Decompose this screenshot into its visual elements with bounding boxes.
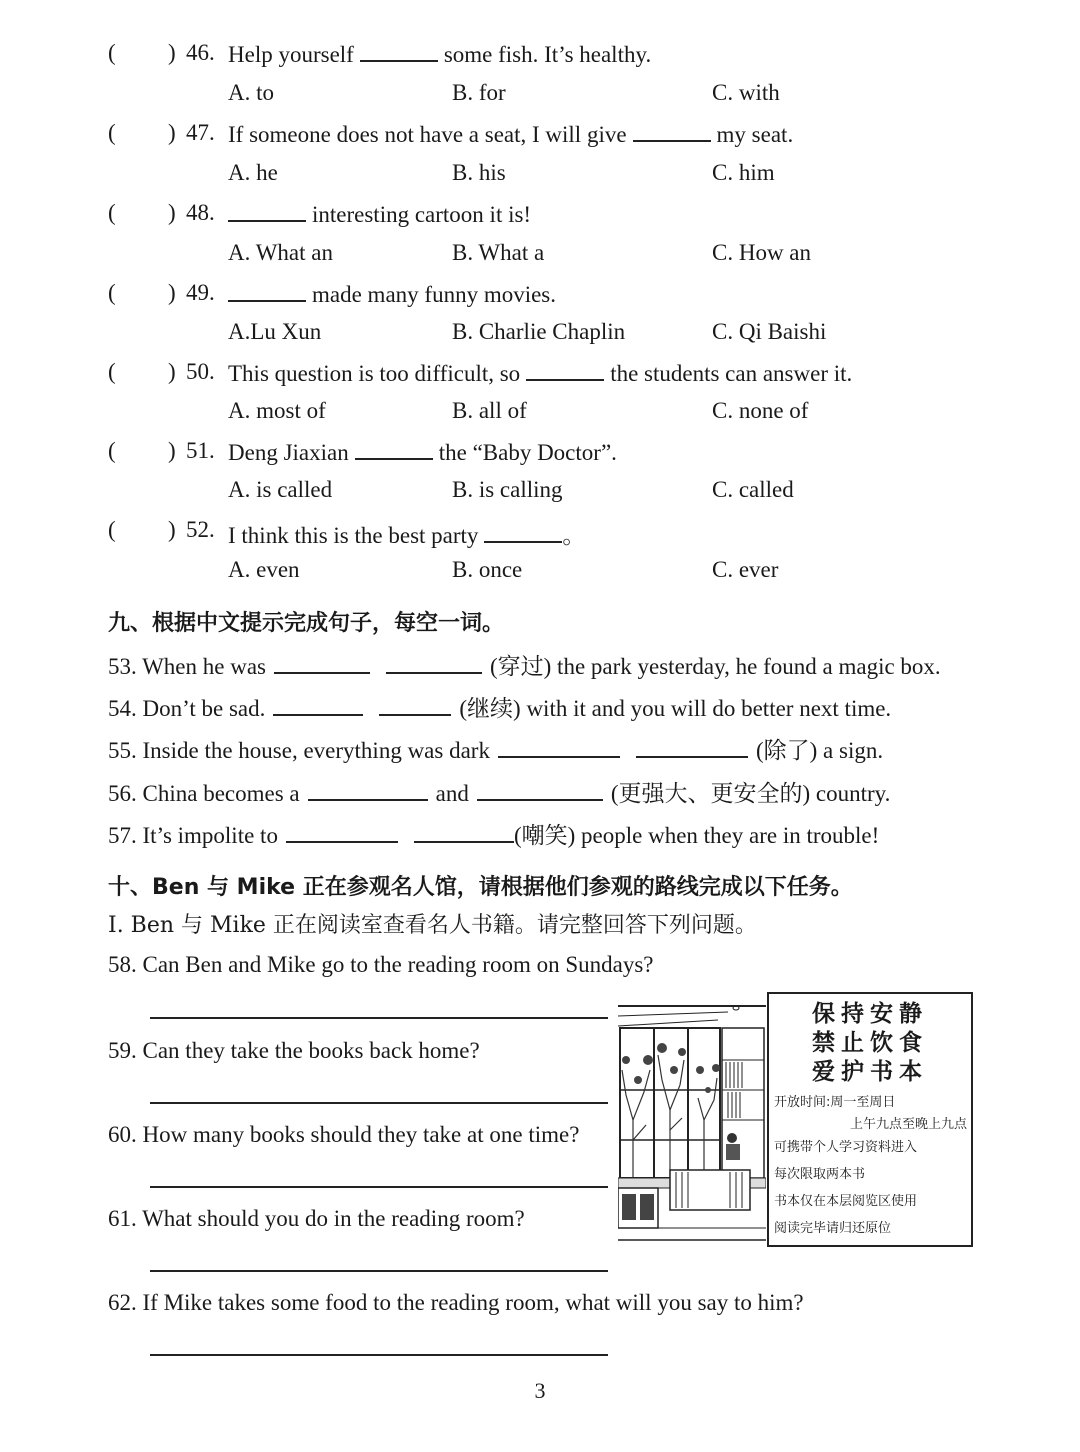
option-c[interactable]: C. How an xyxy=(712,240,812,265)
stem-before: If someone does not have a seat, I will give xyxy=(228,122,627,147)
question-60: 60. How many books should they take at one time? xyxy=(108,1122,580,1147)
answer-blank[interactable] xyxy=(484,521,562,543)
answer-blank[interactable] xyxy=(360,40,438,62)
answer-paren-right: ) xyxy=(168,438,176,463)
option-a[interactable]: A. most of xyxy=(228,398,326,423)
options-50 xyxy=(0,398,1080,428)
question-number: 50. xyxy=(186,359,215,384)
answer-blank[interactable] xyxy=(273,694,363,716)
option-c[interactable]: C. none of xyxy=(712,398,809,423)
stem-before: Help yourself xyxy=(228,42,354,67)
part-1-instruction: I. Ben 与 Mike 正在阅读室查看名人书籍。请完整回答下列问题。 xyxy=(108,913,757,938)
answer-blank[interactable] xyxy=(228,200,306,222)
answer-paren-right: ) xyxy=(168,200,176,225)
question-stem xyxy=(228,438,617,466)
option-a[interactable]: A. even xyxy=(228,557,300,582)
stem-after: 。 xyxy=(562,523,586,548)
answer-blank[interactable] xyxy=(477,779,603,801)
fill-text-after: (继续) with it and you will do better next time. xyxy=(459,696,892,721)
option-b[interactable]: B. once xyxy=(452,557,523,582)
option-a[interactable]: A. to xyxy=(228,80,274,105)
question-61: 61. What should you do in the reading room? xyxy=(108,1206,525,1231)
option-c[interactable]: C. called xyxy=(712,477,794,502)
option-b[interactable]: B. for xyxy=(452,80,506,105)
answer-blank[interactable] xyxy=(386,652,482,674)
answer-blank[interactable] xyxy=(308,779,428,801)
reading-room-notice xyxy=(767,992,973,1247)
question-stem xyxy=(228,40,651,68)
question-58: 58. Can Ben and Mike go to the reading room on Sundays? xyxy=(108,952,654,977)
library-reading-room-illustration xyxy=(618,1000,766,1246)
question-59: 59. Can they take the books back home? xyxy=(108,1038,480,1063)
question-stem xyxy=(228,280,556,308)
notice-rule-care-books: 爱护书本 xyxy=(812,1059,928,1085)
question-number: 48. xyxy=(186,200,215,225)
question-stem xyxy=(228,517,585,550)
answer-blank[interactable] xyxy=(414,821,514,843)
answer-paren-left: ( xyxy=(108,120,116,145)
answer-line-59[interactable] xyxy=(150,1102,608,1104)
notice-line-1: 可携带个人学习资料进入 xyxy=(774,1140,918,1155)
fill-text-mid: and xyxy=(435,781,469,806)
stem-before: I think this is the best party xyxy=(228,523,479,548)
options-49 xyxy=(0,319,1080,349)
answer-blank[interactable] xyxy=(633,120,711,142)
question-number: 47. xyxy=(186,120,215,145)
answer-line-61[interactable] xyxy=(150,1270,608,1272)
answer-blank[interactable] xyxy=(355,438,433,460)
fill-56 xyxy=(108,775,890,808)
option-b[interactable]: B. is calling xyxy=(452,477,563,502)
question-number: 46. xyxy=(186,40,215,65)
option-b[interactable]: B. his xyxy=(452,160,506,185)
page-number: 3 xyxy=(534,1378,546,1403)
fill-text-before: 53. When he was xyxy=(108,654,266,679)
section-9-heading: 九、根据中文提示完成句子，每空一词。 xyxy=(108,611,505,636)
fill-text-before: 56. China becomes a xyxy=(108,781,300,806)
answer-paren-left: ( xyxy=(108,200,116,225)
fill-text-after: (更强大、更安全的) country. xyxy=(610,781,891,806)
fill-57 xyxy=(108,817,879,850)
fill-text-before: 55. Inside the house, everything was dark xyxy=(108,738,490,763)
option-b[interactable]: B. What a xyxy=(452,240,545,265)
fill-54 xyxy=(108,690,891,723)
question-number: 51. xyxy=(186,438,215,463)
answer-paren-left: ( xyxy=(108,40,116,65)
answer-paren-left: ( xyxy=(108,359,116,384)
fill-text-before: 54. Don’t be sad. xyxy=(108,696,266,721)
question-number: 49. xyxy=(186,280,215,305)
notice-rule-no-food: 禁止饮食 xyxy=(812,1030,928,1056)
stem-after: interesting cartoon it is! xyxy=(312,202,532,227)
answer-blank[interactable] xyxy=(286,821,398,843)
option-b[interactable]: B. Charlie Chaplin xyxy=(452,319,626,344)
stem-after: my seat. xyxy=(716,122,794,147)
stem-before: This question is too difficult, so xyxy=(228,361,521,386)
stem-after: some fish. It’s healthy. xyxy=(443,42,652,67)
notice-line-3: 书本仅在本层阅览区使用 xyxy=(774,1194,918,1209)
answer-paren-left: ( xyxy=(108,280,116,305)
fill-53 xyxy=(108,648,941,681)
answer-paren-right: ) xyxy=(168,517,176,542)
notice-rule-quiet: 保持安静 xyxy=(812,1001,928,1027)
options-46 xyxy=(0,80,1080,110)
option-c[interactable]: C. him xyxy=(712,160,775,185)
option-c[interactable]: C. Qi Baishi xyxy=(712,319,827,344)
stem-after: the “Baby Doctor”. xyxy=(438,440,617,465)
fill-text-before: 57. It’s impolite to xyxy=(108,823,278,848)
option-a[interactable]: A. What an xyxy=(228,240,333,265)
answer-paren-left: ( xyxy=(108,438,116,463)
notice-line-2: 每次限取两本书 xyxy=(774,1167,866,1182)
answer-line-58[interactable] xyxy=(150,1017,608,1019)
options-48 xyxy=(0,240,1080,270)
fill-55 xyxy=(108,732,883,765)
option-c[interactable]: C. ever xyxy=(712,557,779,582)
fill-text-after: (除了) a sign. xyxy=(755,738,884,763)
fill-text-after: (穿过) the park yesterday, he found a magic box. xyxy=(489,654,941,679)
question-62: 62. If Mike takes some food to the reading room, what will you say to him? xyxy=(108,1290,804,1315)
answer-blank[interactable] xyxy=(228,280,306,302)
answer-paren-right: ) xyxy=(168,40,176,65)
notice-line-4: 阅读完毕请归还原位 xyxy=(774,1221,892,1236)
option-a[interactable]: A. is called xyxy=(228,477,333,502)
notice-hours-label: 开放时间:周一至周日 xyxy=(774,1095,896,1110)
answer-line-62[interactable] xyxy=(150,1354,608,1356)
option-c[interactable]: C. with xyxy=(712,80,780,105)
answer-blank[interactable] xyxy=(636,736,748,758)
stem-after: made many funny movies. xyxy=(312,282,557,307)
question-stem xyxy=(228,200,531,228)
answer-blank[interactable] xyxy=(274,652,370,674)
answer-blank[interactable] xyxy=(526,359,604,381)
option-a[interactable]: A. he xyxy=(228,160,278,185)
question-stem xyxy=(228,120,793,148)
answer-paren-right: ) xyxy=(168,280,176,305)
answer-paren-right: ) xyxy=(168,359,176,384)
stem-after: the students can answer it. xyxy=(610,361,853,386)
stem-before: Deng Jiaxian xyxy=(228,440,349,465)
notice-hours-time: 上午九点至晚上九点 xyxy=(849,1117,967,1132)
answer-paren-left: ( xyxy=(108,517,116,542)
answer-paren-right: ) xyxy=(168,120,176,145)
answer-line-60[interactable] xyxy=(150,1186,608,1188)
answer-blank[interactable] xyxy=(498,736,620,758)
option-b[interactable]: B. all of xyxy=(452,398,527,423)
options-47 xyxy=(0,160,1080,190)
section-10-heading: 十、Ben 与 Mike 正在参观名人馆，请根据他们参观的路线完成以下任务。 xyxy=(108,875,853,900)
fill-text-after: (嘲笑) people when they are in trouble! xyxy=(513,823,880,848)
question-number: 52. xyxy=(186,517,215,542)
options-51 xyxy=(0,477,1080,507)
option-a[interactable]: A.Lu Xun xyxy=(228,319,322,344)
options-52 xyxy=(0,557,1080,587)
question-stem xyxy=(228,359,852,387)
answer-blank[interactable] xyxy=(379,694,451,716)
